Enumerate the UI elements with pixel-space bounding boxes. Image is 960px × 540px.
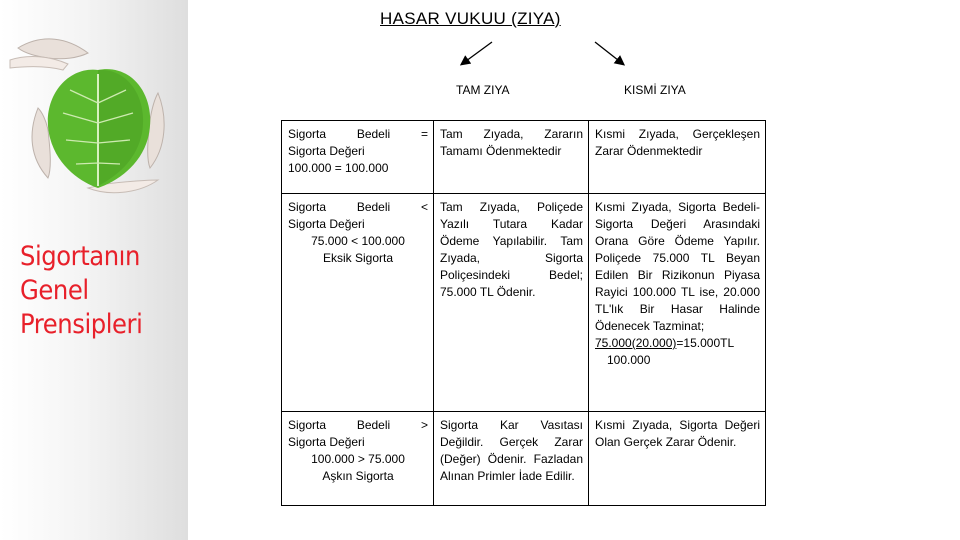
partial-loss-cell: Kısmi Zıyada, Sigorta Değeri Olan Gerçek Zarar Ödenir.	[589, 412, 766, 506]
section-title-line-1: Sigortanın	[20, 241, 140, 272]
arrow-left-icon	[462, 42, 492, 64]
condition-line: 75.000 < 100.000	[311, 234, 405, 248]
table-row	[282, 412, 766, 506]
condition-line: Sigorta Değeri	[288, 217, 365, 231]
formula-result: =15.000TL	[676, 336, 735, 350]
partial-loss-cell	[589, 194, 766, 412]
loss-table	[281, 120, 766, 506]
partial-loss-cell: Kısmi Zıyada, Gerçekleşen Zarar Ödenmektedir	[589, 121, 766, 194]
arrow-right-icon	[595, 42, 623, 64]
condition-cell	[282, 194, 434, 412]
condition-cell	[282, 412, 434, 506]
condition-line: Aşkın Sigorta	[322, 469, 394, 483]
slide-title: HASAR VUKUU (ZIYA)	[380, 9, 561, 28]
formula-divisor: 100.000	[607, 353, 651, 367]
full-loss-cell: Tam Zıyada, Zararın Tamamı Ödenmektedir	[434, 121, 589, 194]
table-row	[282, 121, 766, 194]
condition-line: 100.000 = 100.000	[288, 161, 389, 175]
condition-line: Sigorta Bedeli >	[288, 418, 428, 432]
condition-line: Eksik Sigorta	[322, 251, 394, 265]
condition-cell	[282, 121, 434, 194]
section-title-line-2: Genel	[20, 275, 89, 306]
condition-line: Sigorta Değeri	[288, 435, 365, 449]
column-header-full: TAM ZIYA	[456, 83, 510, 97]
column-header-partial: KISMİ ZIYA	[624, 83, 686, 97]
hands-with-leaf-icon	[8, 8, 183, 203]
condition-line: Sigorta Bedeli =	[288, 127, 428, 141]
branch-arrows	[440, 36, 640, 76]
section-title-line-3: Prensipleri	[20, 309, 143, 340]
table-row	[282, 194, 766, 412]
condition-line: Sigorta Değeri	[288, 144, 365, 158]
partial-loss-text: Kısmi Zıyada, Sigorta Bedeli-Sigorta Değeri Arasındaki Orana Göre Ödeme Yapılır. Poliçede 75.000 TL Beyan Edilen Bir Rizikonun Piyasa Rayici 100.000 TL ise, 20.000 TL'lık Bir Hasar Halinde Ödenecek Tazminat;	[595, 200, 760, 333]
section-title	[20, 240, 169, 342]
full-loss-cell: Sigorta Kar Vasıtası Değildir. Gerçek Zarar (Değer) Ödenir. Fazladan Alınan Primler İade Edilir.	[434, 412, 589, 506]
condition-line: Sigorta Bedeli <	[288, 200, 428, 214]
full-loss-cell: Tam Zıyada, Poliçede Yazılı Tutara Kadar Ödeme Yapılabilir. Tam Zıyada, Sigorta Poliçesindeki Bedel; 75.000 TL Ödenir.	[434, 194, 589, 412]
formula-numerator: 75.000(20.000)	[595, 336, 677, 350]
condition-line: 100.000 > 75.000	[311, 452, 405, 466]
sidebar-panel	[0, 0, 188, 540]
